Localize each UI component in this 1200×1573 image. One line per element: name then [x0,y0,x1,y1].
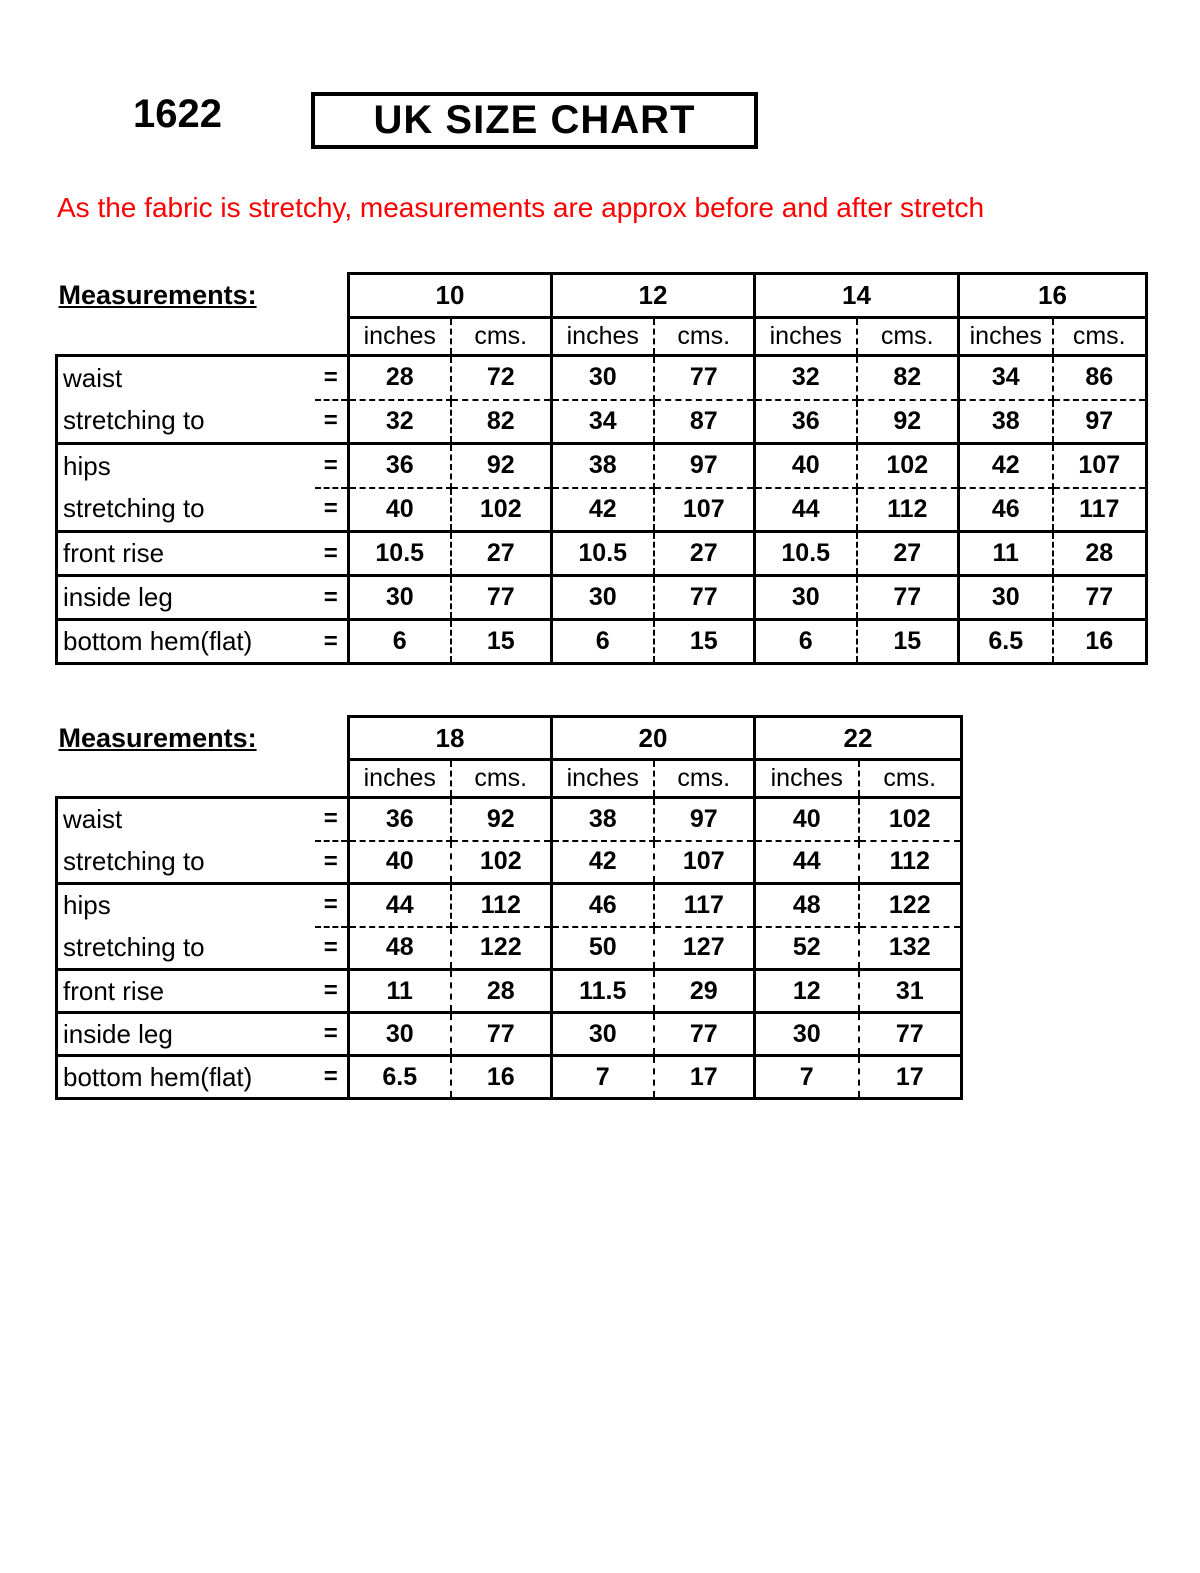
value-cell: 87 [654,400,755,444]
row-label: stretching to [57,927,315,970]
size-header: 12 [552,274,755,318]
value-cell: 36 [349,444,451,488]
value-cell: 72 [451,356,552,400]
value-cell: 77 [1053,576,1147,620]
row-label: front rise [57,532,315,576]
value-cell: 34 [552,400,654,444]
unit-header-inches: inches [552,318,654,356]
stretch-notice: As the fabric is stretchy, measurements are approx before and after stretch [57,192,985,223]
value-cell: 30 [755,1013,859,1056]
value-cell: 97 [1053,400,1147,444]
value-cell: 30 [349,1013,451,1056]
value-cell: 10.5 [552,532,654,576]
value-cell: 7 [755,1056,859,1099]
row-label: stretching to [57,841,315,884]
value-cell: 38 [552,444,654,488]
row-label: front rise [57,970,315,1013]
value-cell: 27 [654,532,755,576]
value-cell: 36 [349,798,451,841]
row-label: stretching to [57,488,315,532]
value-cell: 6 [552,620,654,664]
value-cell: 117 [1053,488,1147,532]
row-label: waist [57,356,315,400]
value-cell: 102 [859,798,962,841]
value-cell: 40 [755,798,859,841]
value-cell: 30 [552,1013,654,1056]
value-cell: 36 [755,400,857,444]
value-cell: 42 [552,488,654,532]
value-cell: 28 [349,356,451,400]
style-code: 1622 [133,92,222,136]
corner-spacer [57,760,349,798]
value-cell: 77 [451,1013,552,1056]
value-cell: 6 [349,620,451,664]
value-cell: 46 [959,488,1053,532]
value-cell: 92 [451,798,552,841]
value-cell: 92 [857,400,959,444]
value-cell: 27 [857,532,959,576]
value-cell: 77 [654,1013,755,1056]
value-cell: 40 [349,841,451,884]
value-cell: 6.5 [959,620,1053,664]
value-cell: 112 [857,488,959,532]
value-cell: 107 [654,488,755,532]
value-cell: 11 [959,532,1053,576]
value-cell: 32 [349,400,451,444]
row-label: inside leg [57,1013,315,1056]
equals-sign: = [315,1013,349,1056]
value-cell: 7 [552,1056,654,1099]
size-header: 22 [755,717,962,760]
value-cell: 15 [451,620,552,664]
unit-header-cms: cms. [654,760,755,798]
value-cell: 44 [755,488,857,532]
unit-header-cms: cms. [451,318,552,356]
value-cell: 15 [857,620,959,664]
value-cell: 30 [755,576,857,620]
value-cell: 6.5 [349,1056,451,1099]
page-title: UK SIZE CHART [373,98,696,142]
equals-sign: = [315,400,349,444]
title-box [311,92,758,149]
unit-header-cms: cms. [654,318,755,356]
value-cell: 77 [654,356,755,400]
row-label: hips [57,444,315,488]
value-cell: 40 [349,488,451,532]
value-cell: 44 [349,884,451,927]
row-label: inside leg [57,576,315,620]
value-cell: 77 [857,576,959,620]
value-cell: 77 [654,576,755,620]
value-cell: 107 [1053,444,1147,488]
value-cell: 48 [349,927,451,970]
value-cell: 122 [451,927,552,970]
equals-sign: = [315,488,349,532]
value-cell: 42 [959,444,1053,488]
unit-header-inches: inches [755,760,859,798]
value-cell: 17 [654,1056,755,1099]
value-cell: 31 [859,970,962,1013]
value-cell: 29 [654,970,755,1013]
value-cell: 97 [654,798,755,841]
value-cell: 86 [1053,356,1147,400]
value-cell: 30 [552,576,654,620]
size-header: 10 [349,274,552,318]
value-cell: 11.5 [552,970,654,1013]
value-cell: 30 [959,576,1053,620]
unit-header-cms: cms. [451,760,552,798]
value-cell: 127 [654,927,755,970]
size-header: 16 [959,274,1147,318]
value-cell: 38 [552,798,654,841]
size-header: 18 [349,717,552,760]
equals-sign: = [315,356,349,400]
equals-sign: = [315,927,349,970]
unit-header-inches: inches [349,760,451,798]
value-cell: 102 [451,841,552,884]
value-cell: 11 [349,970,451,1013]
value-cell: 112 [859,841,962,884]
value-cell: 42 [552,841,654,884]
value-cell: 48 [755,884,859,927]
equals-sign: = [315,970,349,1013]
value-cell: 28 [451,970,552,1013]
value-cell: 44 [755,841,859,884]
unit-header-cms: cms. [859,760,962,798]
value-cell: 82 [451,400,552,444]
value-cell: 10.5 [349,532,451,576]
value-cell: 17 [859,1056,962,1099]
value-cell: 52 [755,927,859,970]
value-cell: 12 [755,970,859,1013]
value-cell: 132 [859,927,962,970]
value-cell: 107 [654,841,755,884]
unit-header-inches: inches [552,760,654,798]
value-cell: 50 [552,927,654,970]
value-cell: 112 [451,884,552,927]
row-label: waist [57,798,315,841]
value-cell: 34 [959,356,1053,400]
size-table-18-22 [55,715,963,1100]
equals-sign: = [315,576,349,620]
value-cell: 38 [959,400,1053,444]
value-cell: 30 [552,356,654,400]
value-cell: 15 [654,620,755,664]
unit-header-inches: inches [755,318,857,356]
value-cell: 46 [552,884,654,927]
equals-sign: = [315,841,349,884]
measurements-label: Measurements: [58,722,257,753]
equals-sign: = [315,620,349,664]
value-cell: 16 [451,1056,552,1099]
unit-header-inches: inches [349,318,451,356]
equals-sign: = [315,798,349,841]
value-cell: 97 [654,444,755,488]
value-cell: 6 [755,620,857,664]
unit-header-inches: inches [959,318,1053,356]
value-cell: 10.5 [755,532,857,576]
row-label: hips [57,884,315,927]
unit-header-cms: cms. [1053,318,1147,356]
value-cell: 102 [857,444,959,488]
equals-sign: = [315,532,349,576]
value-cell: 32 [755,356,857,400]
corner-spacer [57,318,349,356]
size-header: 20 [552,717,755,760]
value-cell: 117 [654,884,755,927]
row-label: bottom hem(flat) [57,1056,315,1099]
size-header: 14 [755,274,959,318]
measurements-label: Measurements: [58,280,257,310]
size-table-10-16 [55,272,1148,665]
value-cell: 27 [451,532,552,576]
value-cell: 28 [1053,532,1147,576]
value-cell: 30 [349,576,451,620]
value-cell: 122 [859,884,962,927]
equals-sign: = [315,884,349,927]
value-cell: 92 [451,444,552,488]
value-cell: 77 [451,576,552,620]
equals-sign: = [315,1056,349,1099]
row-label: bottom hem(flat) [57,620,315,664]
value-cell: 40 [755,444,857,488]
value-cell: 82 [857,356,959,400]
equals-sign: = [315,444,349,488]
row-label: stretching to [57,400,315,444]
value-cell: 102 [451,488,552,532]
value-cell: 77 [859,1013,962,1056]
unit-header-cms: cms. [857,318,959,356]
value-cell: 16 [1053,620,1147,664]
